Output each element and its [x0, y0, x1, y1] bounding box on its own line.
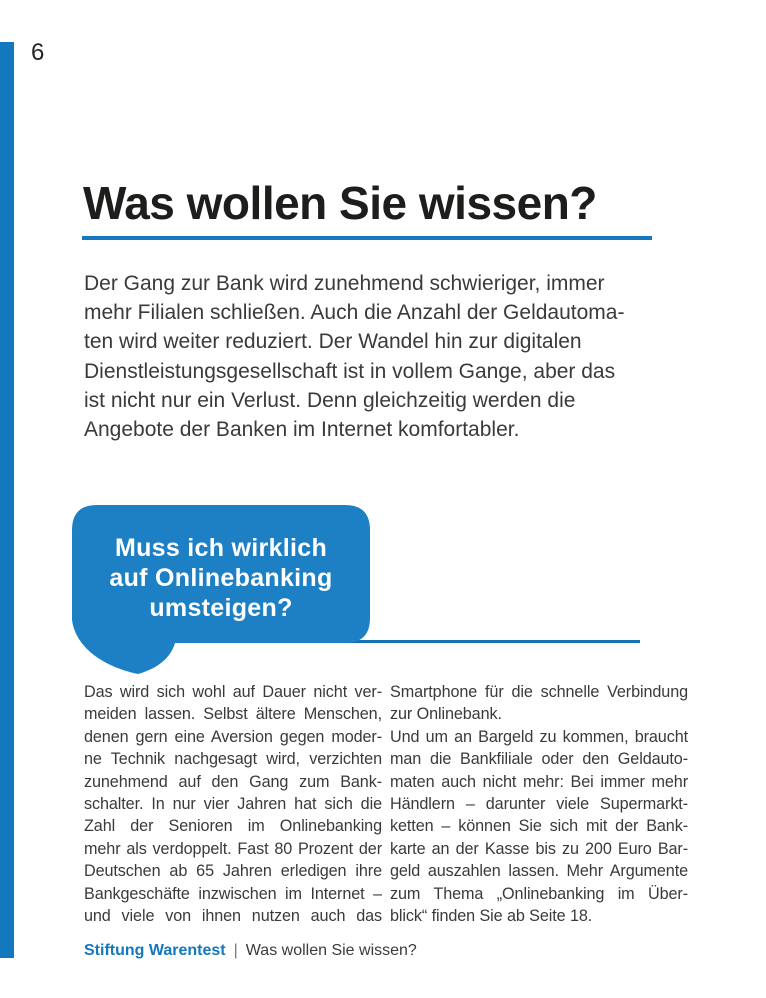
text-line: ist nicht nur ein Verlust. Denn gleichzeitig werden die — [84, 388, 576, 412]
text-line: Händlern – darunter viele Supermarkt- — [390, 794, 688, 813]
text-line: geld auszahlen lassen. Mehr Argumente — [390, 862, 688, 881]
text-line: umsteigen? — [149, 594, 293, 622]
text-line: ketten – können Sie sich mit der Bank- — [390, 817, 688, 836]
text-line: Zahl der Senioren im Onlinebanking — [84, 817, 382, 836]
text-line: Angebote der Banken im Internet komfortabler. — [84, 418, 520, 442]
text-line: Muss ich wirklich — [114, 534, 328, 562]
text-line: mehr Filialen schließen. Auch die Anzahl der Geldautoma- — [84, 301, 625, 325]
text-line: Deutschen ab 65 Jahren erledigen ihre — [84, 862, 382, 881]
left-accent-bar — [0, 42, 14, 958]
body-column-left — [84, 681, 382, 927]
text-line: Bankgeschäfte inzwischen im Internet – — [84, 884, 382, 903]
text-line: Das wird sich wohl auf Dauer nicht ver- — [84, 683, 382, 701]
text-line: man die Bankfiliale oder den Geldauto- — [390, 750, 688, 769]
text-line: Dienstleistungsgesellschaft ist in vollem Gange, aber das — [84, 359, 616, 383]
text-line: zum Thema „Onlinebanking im Über- — [390, 884, 688, 903]
text-line: karte an der Kasse bis zu 200 Euro Bar- — [390, 839, 688, 858]
text-line: und viele von ihnen nutzen auch das — [84, 906, 382, 925]
page-title: Was wollen Sie wissen? — [83, 177, 597, 229]
footer-separator: | — [233, 942, 238, 959]
text-line: Der Gang zur Bank wird zunehmend schwieriger, immer — [84, 272, 605, 295]
text-line: zunehmend auf den Gang zum Bank- — [84, 772, 382, 791]
text-line: maten auch nicht mehr: Bei immer mehr — [390, 772, 688, 791]
text-line: zur Onlinebank. — [390, 705, 502, 724]
text-line: ne Technik nachgesagt wird, verzichten — [84, 750, 382, 769]
text-line: schalter. In nur vier Jahren hat sich die — [84, 794, 382, 813]
text-line: meiden lassen. Selbst ältere Menschen, — [84, 705, 382, 724]
text-line: ten wird weiter reduziert. Der Wandel hin zur digitalen — [84, 330, 582, 354]
footer-section-title: Was wollen Sie wissen? — [245, 942, 417, 959]
body-column-right — [390, 681, 688, 927]
page-footer — [84, 941, 417, 961]
title-underline — [82, 236, 652, 240]
intro-paragraph — [84, 269, 684, 444]
page-number: 6 — [31, 39, 45, 66]
text-line: denen gern eine Aversion gegen moder- — [84, 727, 382, 746]
text-line: Smartphone für die schnelle Verbindung — [390, 683, 688, 701]
text-line: auf Onlinebanking — [109, 564, 333, 592]
question-bubble-text — [72, 533, 370, 623]
text-line: Und um an Bargeld zu kommen, braucht — [390, 727, 688, 746]
text-line: blick“ finden Sie ab Seite 18. — [390, 906, 593, 925]
footer-brand: Stiftung Warentest — [84, 942, 226, 959]
text-line: mehr als verdoppelt. Fast 80 Prozent der — [84, 839, 382, 858]
